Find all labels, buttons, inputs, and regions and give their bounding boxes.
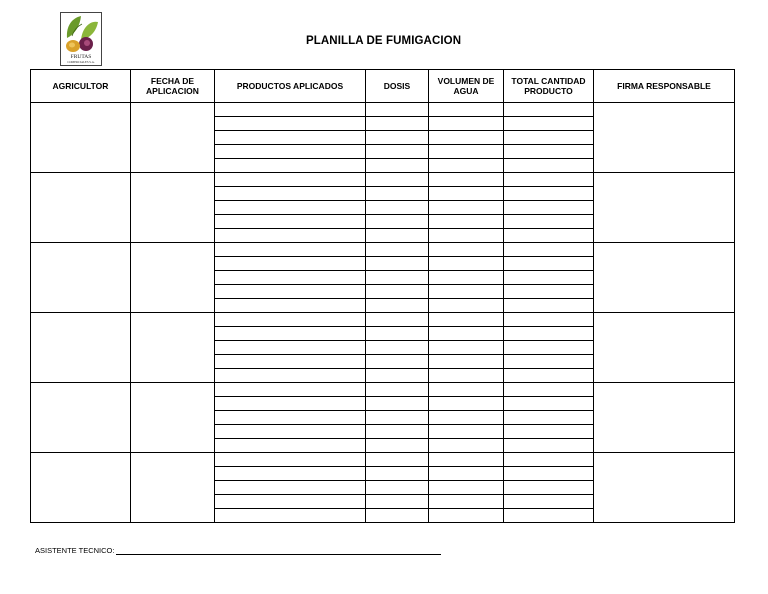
column-header-fecha: FECHA DE APLICACION [131, 70, 215, 103]
cell-fecha[interactable] [131, 313, 215, 383]
cell-total[interactable] [504, 173, 594, 187]
table-row [31, 313, 735, 327]
cell-total[interactable] [504, 397, 594, 411]
table-row [31, 173, 735, 187]
cell-volumen[interactable] [429, 215, 504, 229]
cell-total[interactable] [504, 481, 594, 495]
cell-total[interactable] [504, 131, 594, 145]
cell-dosis[interactable] [366, 131, 429, 145]
cell-total[interactable] [504, 411, 594, 425]
cell-firma[interactable] [594, 103, 735, 173]
table-row [31, 103, 735, 117]
cell-total[interactable] [504, 215, 594, 229]
cell-productos[interactable] [215, 131, 366, 145]
cell-volumen[interactable] [429, 159, 504, 173]
cell-total[interactable] [504, 439, 594, 453]
cell-volumen[interactable] [429, 243, 504, 257]
cell-productos[interactable] [215, 271, 366, 285]
cell-total[interactable] [504, 299, 594, 313]
cell-dosis[interactable] [366, 257, 429, 271]
cell-volumen[interactable] [429, 285, 504, 299]
page-title: PLANILLA DE FUMIGACION [306, 35, 462, 47]
cell-productos[interactable] [215, 509, 366, 523]
cell-total[interactable] [504, 285, 594, 299]
cell-productos[interactable] [215, 495, 366, 509]
cell-dosis[interactable] [366, 173, 429, 187]
cell-dosis[interactable] [366, 117, 429, 131]
svg-text:COMERCIALES S.A.: COMERCIALES S.A. [67, 60, 95, 64]
cell-total[interactable] [504, 243, 594, 257]
column-header-agricultor: AGRICULTOR [31, 70, 131, 103]
cell-volumen[interactable] [429, 313, 504, 327]
column-header-total: TOTAL CANTIDAD PRODUCTO [504, 70, 594, 103]
cell-volumen[interactable] [429, 201, 504, 215]
svg-text:FRUTAS: FRUTAS [70, 54, 92, 60]
cell-agricultor[interactable] [31, 103, 131, 173]
cell-fecha[interactable] [131, 173, 215, 243]
table-row [31, 383, 735, 397]
cell-productos[interactable] [215, 145, 366, 159]
cell-productos[interactable] [215, 383, 366, 397]
cell-dosis[interactable] [366, 453, 429, 467]
cell-dosis[interactable] [366, 285, 429, 299]
cell-productos[interactable] [215, 425, 366, 439]
cell-volumen[interactable] [429, 369, 504, 383]
cell-volumen[interactable] [429, 481, 504, 495]
cell-fecha[interactable] [131, 243, 215, 313]
cell-productos[interactable] [215, 341, 366, 355]
cell-volumen[interactable] [429, 145, 504, 159]
cell-volumen[interactable] [429, 425, 504, 439]
cell-total[interactable] [504, 467, 594, 481]
cell-productos[interactable] [215, 257, 366, 271]
cell-firma[interactable] [594, 173, 735, 243]
cell-productos[interactable] [215, 453, 366, 467]
cell-productos[interactable] [215, 439, 366, 453]
cell-dosis[interactable] [366, 411, 429, 425]
cell-fecha[interactable] [131, 383, 215, 453]
column-header-productos: PRODUCTOS APLICADOS [215, 70, 366, 103]
cell-productos[interactable] [215, 467, 366, 481]
cell-volumen[interactable] [429, 299, 504, 313]
cell-dosis[interactable] [366, 299, 429, 313]
cell-volumen[interactable] [429, 341, 504, 355]
cell-productos[interactable] [215, 117, 366, 131]
cell-productos[interactable] [215, 327, 366, 341]
cell-volumen[interactable] [429, 383, 504, 397]
cell-dosis[interactable] [366, 467, 429, 481]
cell-total[interactable] [504, 355, 594, 369]
table-row [31, 453, 735, 467]
column-header-dosis: DOSIS [366, 70, 429, 103]
cell-dosis[interactable] [366, 439, 429, 453]
company-logo [60, 12, 102, 66]
cell-volumen[interactable] [429, 397, 504, 411]
cell-total[interactable] [504, 103, 594, 117]
cell-dosis[interactable] [366, 509, 429, 523]
cell-volumen[interactable] [429, 173, 504, 187]
cell-productos[interactable] [215, 243, 366, 257]
cell-volumen[interactable] [429, 495, 504, 509]
cell-dosis[interactable] [366, 327, 429, 341]
cell-firma[interactable] [594, 383, 735, 453]
cell-dosis[interactable] [366, 229, 429, 243]
cell-total[interactable] [504, 509, 594, 523]
cell-productos[interactable] [215, 481, 366, 495]
cell-productos[interactable] [215, 173, 366, 187]
cell-dosis[interactable] [366, 425, 429, 439]
cell-productos[interactable] [215, 369, 366, 383]
cell-total[interactable] [504, 327, 594, 341]
technical-assistant-line[interactable] [116, 546, 441, 555]
cell-dosis[interactable] [366, 103, 429, 117]
cell-dosis[interactable] [366, 397, 429, 411]
cell-volumen[interactable] [429, 411, 504, 425]
cell-dosis[interactable] [366, 145, 429, 159]
cell-agricultor[interactable] [31, 453, 131, 523]
cell-dosis[interactable] [366, 341, 429, 355]
cell-total[interactable] [504, 117, 594, 131]
cell-dosis[interactable] [366, 383, 429, 397]
cell-volumen[interactable] [429, 439, 504, 453]
cell-total[interactable] [504, 453, 594, 467]
cell-total[interactable] [504, 495, 594, 509]
cell-volumen[interactable] [429, 257, 504, 271]
cell-productos[interactable] [215, 285, 366, 299]
cell-volumen[interactable] [429, 229, 504, 243]
cell-volumen[interactable] [429, 355, 504, 369]
cell-volumen[interactable] [429, 117, 504, 131]
cell-volumen[interactable] [429, 453, 504, 467]
cell-dosis[interactable] [366, 495, 429, 509]
cell-productos[interactable] [215, 397, 366, 411]
column-header-volumen: VOLUMEN DE AGUA [429, 70, 504, 103]
cell-volumen[interactable] [429, 131, 504, 145]
cell-volumen[interactable] [429, 327, 504, 341]
cell-agricultor[interactable] [31, 173, 131, 243]
cell-fecha[interactable] [131, 103, 215, 173]
cell-productos[interactable] [215, 229, 366, 243]
cell-productos[interactable] [215, 215, 366, 229]
cell-dosis[interactable] [366, 201, 429, 215]
cell-volumen[interactable] [429, 103, 504, 117]
cell-dosis[interactable] [366, 187, 429, 201]
cell-fecha[interactable] [131, 453, 215, 523]
fumigation-table [30, 69, 735, 523]
cell-productos[interactable] [215, 187, 366, 201]
cell-productos[interactable] [215, 201, 366, 215]
cell-dosis[interactable] [366, 481, 429, 495]
column-header-firma: FIRMA RESPONSABLE [594, 70, 735, 103]
technical-assistant-label: ASISTENTE TECNICO: [35, 546, 115, 555]
cell-total[interactable] [504, 201, 594, 215]
cell-total[interactable] [504, 271, 594, 285]
cell-dosis[interactable] [366, 243, 429, 257]
cell-total[interactable] [504, 159, 594, 173]
cell-volumen[interactable] [429, 187, 504, 201]
cell-volumen[interactable] [429, 509, 504, 523]
table-header-row [31, 70, 735, 103]
cell-agricultor[interactable] [31, 383, 131, 453]
cell-agricultor[interactable] [31, 313, 131, 383]
cell-firma[interactable] [594, 313, 735, 383]
cell-dosis[interactable] [366, 313, 429, 327]
cell-total[interactable] [504, 425, 594, 439]
cell-dosis[interactable] [366, 369, 429, 383]
cell-productos[interactable] [215, 103, 366, 117]
cell-agricultor[interactable] [31, 243, 131, 313]
cell-total[interactable] [504, 229, 594, 243]
cell-productos[interactable] [215, 355, 366, 369]
cell-productos[interactable] [215, 159, 366, 173]
cell-dosis[interactable] [366, 215, 429, 229]
cell-total[interactable] [504, 145, 594, 159]
cell-productos[interactable] [215, 313, 366, 327]
cell-volumen[interactable] [429, 467, 504, 481]
cell-dosis[interactable] [366, 355, 429, 369]
cell-dosis[interactable] [366, 159, 429, 173]
cell-productos[interactable] [215, 299, 366, 313]
cell-total[interactable] [504, 257, 594, 271]
cell-total[interactable] [504, 187, 594, 201]
table-row [31, 243, 735, 257]
cell-productos[interactable] [215, 411, 366, 425]
cell-total[interactable] [504, 383, 594, 397]
technical-assistant-signature [35, 546, 441, 555]
cell-firma[interactable] [594, 453, 735, 523]
cell-dosis[interactable] [366, 271, 429, 285]
cell-total[interactable] [504, 313, 594, 327]
cell-total[interactable] [504, 341, 594, 355]
cell-volumen[interactable] [429, 271, 504, 285]
cell-firma[interactable] [594, 243, 735, 313]
cell-total[interactable] [504, 369, 594, 383]
